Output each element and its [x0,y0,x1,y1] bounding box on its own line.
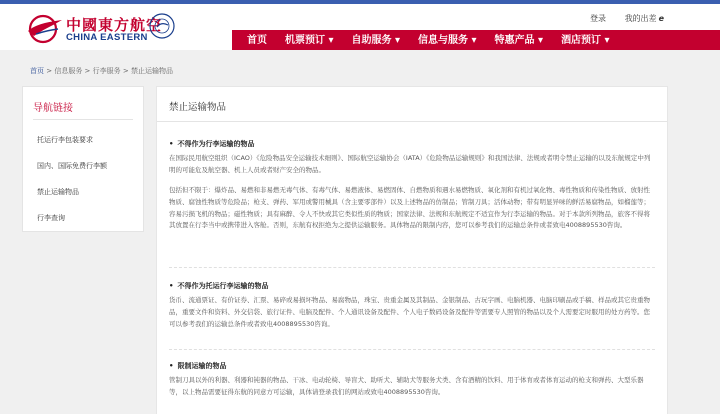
main-nav [238,32,619,50]
section-heading: • 限制运输的物品 [169,361,226,371]
sidebar-item-packing[interactable]: 托运行李包装要求 [37,136,93,144]
section-paragraph: 在国际民用航空组织（ICAO）《危险物品安全运输技术细则》、国际航空运输协会（IATA）《危险物品运输规则》和我国法律、法规或者明令禁止运输的以及东航规定中列明的可能危及航空器、机上人员或者财产安全的物品。 [169,154,651,174]
nav-special-offers[interactable]: 特惠产品 ▾ [486,32,553,50]
login-link[interactable]: 登录 [590,14,607,23]
sidebar-item-prohibited[interactable]: 禁止运输物品 [37,188,79,196]
title-divider [157,121,667,122]
nav-flight-booking[interactable]: 机票预订 ▾ [276,32,343,50]
section-divider [169,349,655,350]
nav-info-service[interactable]: 信息与服务 ▾ [409,32,486,50]
skyteam-seal-icon [148,12,176,40]
sidebar [22,86,144,232]
logo-english-name: CHINA EASTERN [66,32,148,43]
sidebar-title: 导航链接 [33,103,73,114]
section-heading: • 不得作为托运行李运输的物品 [169,281,268,291]
breadcrumb-home[interactable]: 首页 [30,67,44,75]
swallow-logo-icon [26,14,64,44]
sidebar-item-baggage-query[interactable]: 行李查询 [37,214,65,222]
logo-chinese-name: 中國東方航空 [66,16,163,34]
top-links [582,13,664,24]
sidebar-divider [33,119,133,120]
my-trip-link[interactable]: 我的出差 e [624,14,664,23]
section-paragraph: 管制刀具以外的利器、利器和钝器的物品、干冰、电动轮椅、导盲犬、助听犬、辅助犬等服务犬类、含有酒精的饮料、用于体育或者体育运动的枪支和弹药、大型乐器等，以上物品需要征得东航的同意方可运输，具体请登录我们的网站或致电4008895530咨询。 [169,376,644,396]
nav-home[interactable]: 首页 [238,32,276,50]
section-paragraph: 包括但不限于：爆炸品、易燃和非易燃无毒气体、有毒气体、易燃液体、易燃固体、自燃物质和遇水易燃物质、氧化剂和有机过氧化物、毒性物质和传染性物质、放射性物质、腐蚀性物质等危险品；枪支、弹药、军用或警用械具（含主要零部件）以及上述物品的仿制品；管制刀具；活体动物；带有明显异味的鲜活易腐物品，如榴莲等；容易污损飞机的物品；磁性物质；具有麻醉、令人不快或其它类似性质的物质；国家法律、法规和东航规定不适宜作为行李运输的物品。对于本款所列物品，旅客不得将其放置在行李当中或携带进入客舱。否则，东航有权拒绝为之提供运输服务。具体物品的限制内容，您可以参考我们的运输总条件或者致电4008895530咨询。 [169,186,650,230]
section-divider [169,267,655,268]
section-paragraph: 货币、流通票证、有价证券、汇票、易碎或易损坏物品、易腐物品，珠宝、贵重金属及其制品、金银制品、古玩字画、电脑机器、电脑印刷品或手稿、样品或其它贵重物品，重要文件和资料、外交信袋、旅行证件、电脑及配件、个人通讯设备及配件、个人电子数码设备及配件等需要专人照管的物品以及个人需要定时服用的处方药等。您可以参考我们的运输总条件或者致电4008895530咨询。 [169,296,650,328]
nav-self-service[interactable]: 自助服务 ▾ [343,32,410,50]
main-content [156,86,668,414]
section-heading: • 不得作为行李运输的物品 [169,139,254,149]
user-icon: e [658,14,664,23]
sidebar-item-allowance[interactable]: 国内、国际免费行李额 [37,162,107,170]
page-title: 禁止运输物品 [169,102,227,113]
nav-hotel-booking[interactable]: 酒店预订 ▾ [552,32,619,50]
breadcrumb-path: > 信息服务 > 行李服务 > 禁止运输物品 [44,67,173,75]
breadcrumb [30,66,173,76]
china-eastern-logo[interactable] [26,12,166,46]
